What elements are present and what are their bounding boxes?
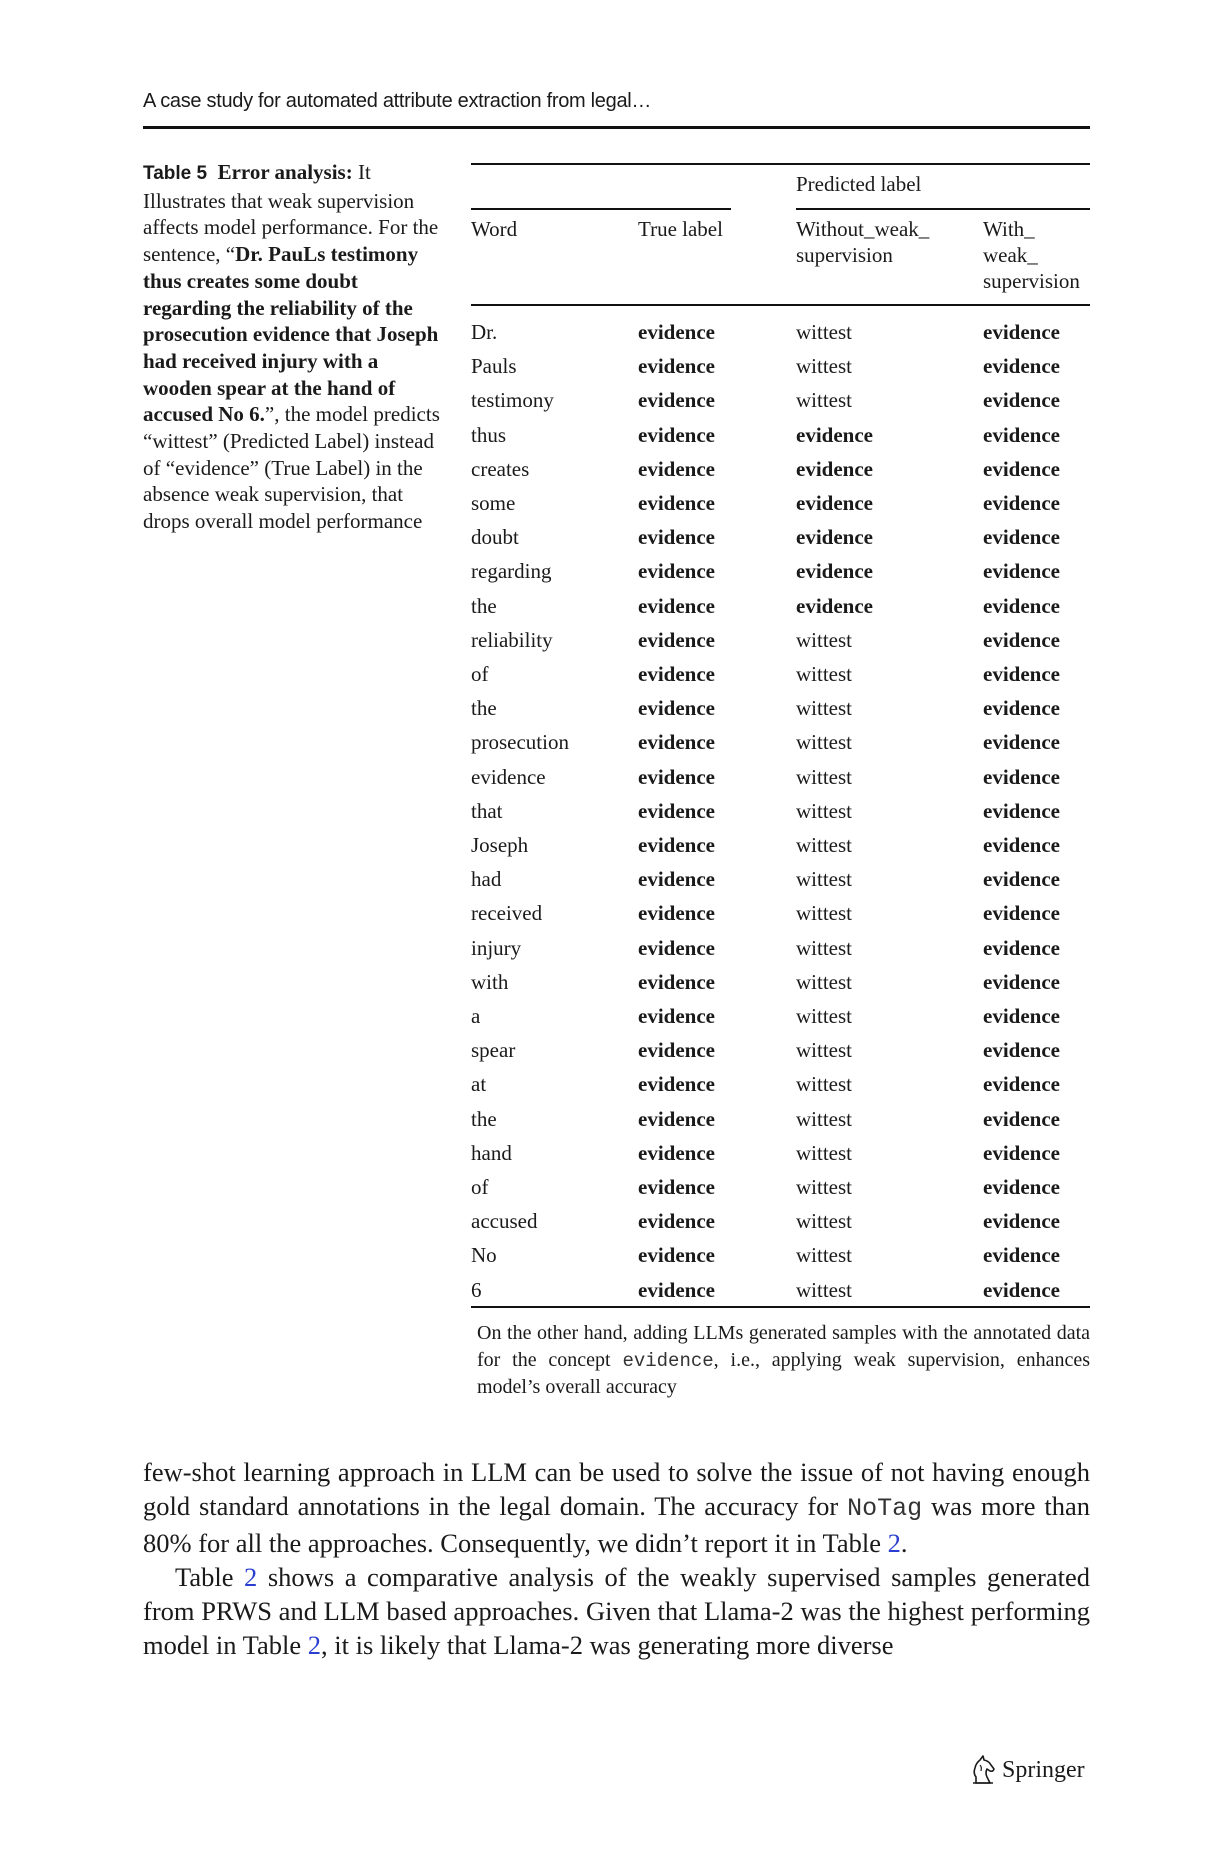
paragraph-text: was more than 80% for all the approaches. Consequently, we didn’t report it in Table [143,1491,1090,1558]
cell-without-weak: wittest [796,764,852,789]
header-rule [143,126,1090,129]
cell-word: accused [471,1209,538,1234]
col-header-without-weak [796,216,929,268]
cell-word: with [471,969,509,994]
cell-true-label: evidence [638,764,715,789]
cell-word: thus [471,422,507,447]
table-row [471,833,1090,867]
table-row [471,936,1090,970]
cell-with-weak: evidence [983,1106,1060,1131]
table-row [471,662,1090,696]
cell-without-weak: wittest [796,969,852,994]
table-row [471,1004,1090,1038]
cell-with-weak: evidence [983,1277,1060,1302]
cell-with-weak: evidence [983,1140,1060,1165]
inline-code: NoTag [847,1494,923,1523]
cell-with-weak: evidence [983,798,1060,823]
table-row [471,1209,1090,1243]
cell-true-label: evidence [638,901,715,926]
publisher-name: Springer [1002,1756,1085,1783]
table-row [471,457,1090,491]
cell-true-label: evidence [638,1175,715,1199]
paragraph-text: few-shot learning approach in LLM can be used to solve the issue of not having enough gold standard annotations in the legal domain. The accuracy for [143,1457,1090,1521]
table-row [471,1072,1090,1106]
cell-without-weak: evidence [796,491,873,515]
paragraph-text: , it is likely that Llama-2 was generating more diverse [320,1630,894,1660]
cell-word: hand [471,1140,512,1165]
cell-with-weak: evidence [983,1209,1060,1234]
cell-with-weak: evidence [983,456,1060,481]
table-row [471,320,1090,354]
cell-true-label: evidence [638,491,715,515]
cell-true-label: evidence [638,525,715,550]
cell-without-weak: wittest [796,867,852,892]
table-row [471,765,1090,799]
footnote-code: evidence [622,1349,714,1372]
cell-true-label: evidence [638,627,715,652]
cell-with-weak: evidence [983,1038,1060,1063]
cell-true-label: evidence [638,1209,715,1234]
table-row [471,491,1090,525]
cell-true-label: evidence [638,559,715,584]
cell-true-label: evidence [638,422,715,447]
running-head: A case study for automated attribute extraction from legal… [143,90,652,112]
cell-word: injury [471,935,522,960]
header-rule-left [471,208,731,210]
cell-word: the [471,1106,497,1131]
table-caption [143,159,443,535]
col-header-with-line-1: With_ [983,217,1035,241]
cell-word: the [471,593,497,618]
cell-without-weak: wittest [796,1038,852,1063]
cell-true-label: evidence [638,456,715,481]
caption-sentence: Dr. PauLs testimony thus creates some doubt regarding the reliability of the prosecution evidence that Joseph had received injury with a wooden spear at the hand of accused No 6. [143,242,439,427]
cell-word: of [471,1175,489,1199]
cell-word: regarding [471,559,552,584]
table-reference-link[interactable]: 2 [244,1562,258,1592]
cell-without-weak: wittest [796,1209,852,1234]
cell-with-weak: evidence [983,969,1060,994]
springer-horse-logo-icon [970,1755,996,1785]
body-text [143,1455,1090,1662]
cell-without-weak: wittest [796,730,852,755]
cell-without-weak: wittest [796,662,852,686]
cell-with-weak: evidence [983,354,1060,379]
cell-with-weak: evidence [983,1243,1060,1268]
cell-without-weak: wittest [796,1004,852,1028]
cell-with-weak: evidence [983,764,1060,789]
caption-text-1: It Illustrates that weak supervision affects model performance. For the sentence, “ [143,160,439,267]
cell-without-weak: wittest [796,320,852,344]
cell-true-label: evidence [638,1140,715,1165]
cell-with-weak: evidence [983,627,1060,652]
cell-true-label: evidence [638,1277,715,1302]
cell-true-label: evidence [638,969,715,994]
cell-without-weak: wittest [796,833,852,857]
cell-true-label: evidence [638,867,715,892]
cell-without-weak: evidence [796,456,873,481]
cell-word: a [471,1004,481,1028]
cell-word: testimony [471,388,554,413]
paragraph-text: shows a comparative analysis of the weakly supervised samples generated from PRWS and LLM based approaches. Given that Llama-2 was the highest performing model in Table [143,1562,1090,1660]
cell-true-label: evidence [638,1072,715,1097]
cell-true-label: evidence [638,662,715,686]
table-row [471,867,1090,901]
col-header-with-weak [983,216,1080,294]
paragraph-text: . [900,1528,908,1558]
cell-without-weak: wittest [796,1277,852,1302]
table-label: Table 5 [143,163,208,184]
cell-with-weak: evidence [983,593,1060,618]
cell-word: No [471,1243,497,1268]
cell-true-label: evidence [638,798,715,823]
predicted-label-header: Predicted label [796,172,922,196]
cell-with-weak: evidence [983,1004,1060,1028]
cell-with-weak: evidence [983,491,1060,515]
col-header-without-line-1: Without_weak_ [796,217,930,241]
cell-true-label: evidence [638,1106,715,1131]
col-header-with-line-2: weak_ [983,243,1038,267]
cell-word: Dr. [471,320,498,344]
cell-without-weak: wittest [796,1140,852,1165]
cell-word: received [471,901,543,926]
cell-true-label: evidence [638,1243,715,1268]
header-rule-predicted [796,208,1090,210]
cell-without-weak: wittest [796,354,852,379]
table-row [471,696,1090,730]
table-row [471,423,1090,457]
table-row [471,730,1090,764]
paragraph-text: Table [175,1562,245,1592]
table-row [471,1243,1090,1277]
table-row [471,388,1090,422]
cell-without-weak: evidence [796,559,873,584]
cell-with-weak: evidence [983,935,1060,960]
table-top-rule [471,163,1090,165]
paragraph [143,1455,1090,1560]
cell-true-label: evidence [638,1004,715,1028]
cell-true-label: evidence [638,320,715,344]
caption-text-2: ”, the model predicts “wittest” (Predicted Label) instead of “evidence” (True Label) in the absence weak supervision, that drops overall model performance [143,402,440,534]
cell-true-label: evidence [638,388,715,413]
cell-with-weak: evidence [983,696,1060,721]
cell-with-weak: evidence [983,525,1060,550]
cell-true-label: evidence [638,935,715,960]
cell-word: some [471,491,516,515]
cell-true-label: evidence [638,730,715,755]
cell-word: evidence [471,764,546,789]
table-row [471,1038,1090,1072]
caption-title: Error analysis: [217,160,353,184]
cell-without-weak: wittest [796,1243,852,1268]
footnote-text-2: , i.e., applying weak supervision, enhances model’s overall accuracy [477,1348,1090,1398]
table-row [471,1141,1090,1175]
cell-without-weak: evidence [796,525,873,550]
cell-with-weak: evidence [983,1175,1060,1199]
cell-word: had [471,867,502,892]
cell-with-weak: evidence [983,833,1060,857]
table-row [471,525,1090,559]
cell-true-label: evidence [638,593,715,618]
cell-without-weak: evidence [796,593,873,618]
table-row [471,1175,1090,1209]
table-row [471,970,1090,1004]
col-header-word: Word [471,217,518,241]
header-bottom-rule [471,304,1090,306]
cell-without-weak: wittest [796,696,852,721]
table-reference-link[interactable]: 2 [307,1630,321,1660]
cell-with-weak: evidence [983,422,1060,447]
cell-word: creates [471,456,530,481]
paragraph [143,1560,1090,1662]
cell-word: that [471,798,503,823]
cell-word: Pauls [471,354,517,379]
table-row [471,628,1090,662]
cell-word: doubt [471,525,519,550]
cell-without-weak: wittest [796,627,852,652]
table-footnote [477,1320,1090,1401]
table-row [471,594,1090,628]
cell-without-weak: wittest [796,1072,852,1097]
col-header-without-line-2: supervision [796,243,893,267]
cell-word: of [471,662,489,686]
cell-true-label: evidence [638,833,715,857]
col-header-with-line-3: supervision [983,269,1080,293]
table-row [471,901,1090,935]
table-row [471,559,1090,593]
table-row [471,1107,1090,1141]
cell-without-weak: wittest [796,1106,852,1131]
cell-without-weak: wittest [796,798,852,823]
cell-with-weak: evidence [983,388,1060,413]
cell-with-weak: evidence [983,901,1060,926]
cell-word: the [471,696,497,721]
cell-true-label: evidence [638,696,715,721]
publisher-logo [970,1755,1085,1785]
cell-with-weak: evidence [983,730,1060,755]
cell-with-weak: evidence [983,662,1060,686]
col-header-true-label: True label [638,217,723,241]
cell-without-weak: wittest [796,388,852,413]
cell-with-weak: evidence [983,1072,1060,1097]
cell-word: spear [471,1038,516,1063]
cell-word: at [471,1072,487,1097]
cell-with-weak: evidence [983,559,1060,584]
cell-word: reliability [471,627,553,652]
table-bottom-rule [471,1306,1090,1308]
cell-true-label: evidence [638,1038,715,1063]
cell-with-weak: evidence [983,867,1060,892]
table-reference-link[interactable]: 2 [887,1528,901,1558]
table-row [471,354,1090,388]
cell-word: 6 [471,1277,482,1302]
cell-word: prosecution [471,730,569,755]
cell-without-weak: wittest [796,1175,852,1199]
table-row [471,799,1090,833]
cell-with-weak: evidence [983,320,1060,344]
footnote-text-1: On the other hand, adding LLMs generated samples with the annotated data for the concept [477,1322,1090,1371]
cell-without-weak: wittest [796,901,852,926]
cell-true-label: evidence [638,354,715,379]
cell-word: Joseph [471,833,529,857]
cell-without-weak: wittest [796,935,852,960]
cell-without-weak: evidence [796,422,873,447]
